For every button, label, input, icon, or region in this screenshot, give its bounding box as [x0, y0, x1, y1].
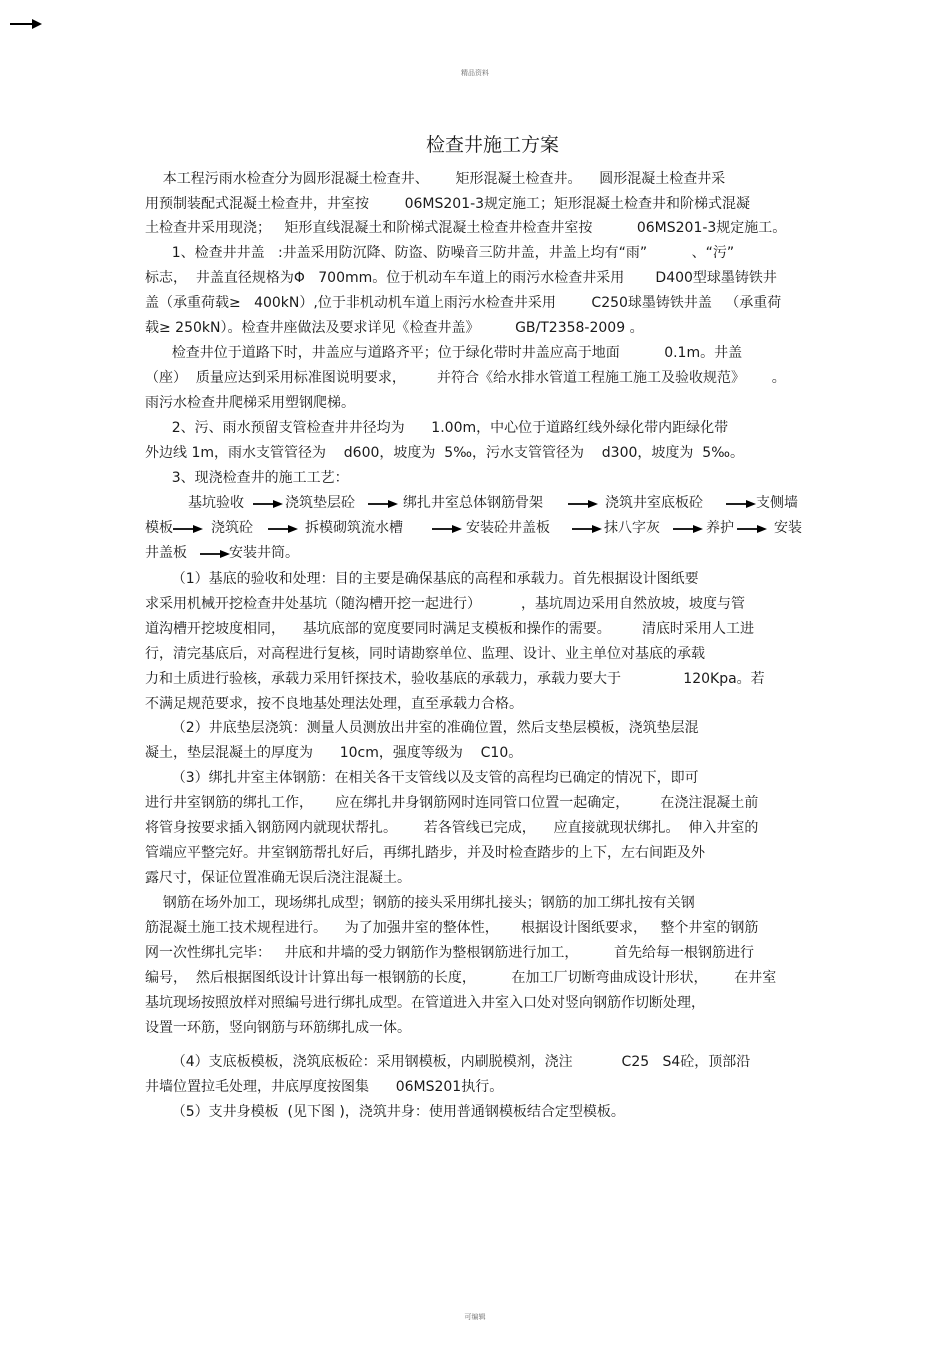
- flow-arrow-icon: [737, 524, 767, 534]
- flow-arrow-icon: [726, 499, 756, 509]
- text-line: 将管身按要求插入钢筋网内就现状帮扎。 若各管线已完成， 应直接就现状绑扎。 伸入井室的: [145, 820, 759, 836]
- text-line: （座） 质量应达到采用标准图说明要求， 并符合《给水排水管道工程施工施工及验收规范》 。: [145, 370, 786, 386]
- flow-step: 绑扎井室总体钢筋骨架: [403, 495, 543, 511]
- footer-note: 可编辑: [464, 1313, 486, 1321]
- text-line: 不满足规范要求，按不良地基处理法处理，直至承载力合格。: [145, 696, 523, 712]
- text-line: 外边线 1m，雨水支管管径为 d600，坡度为 5‰，污水支管管径为 d300，坡度为 5‰。: [145, 445, 744, 461]
- text-line: 编号， 然后根据图纸设计计算出每一根钢筋的长度， 在加工厂切断弯曲成设计形状， 在井室: [145, 970, 777, 986]
- flow-arrow-icon: [432, 524, 462, 534]
- text-line: 设置一环筋，竖向钢筋与环筋绑扎成一体。: [145, 1020, 411, 1036]
- flow-step: 安装: [774, 520, 802, 536]
- text-line: 露尺寸，保证位置准确无误后浇注混凝土。: [145, 870, 411, 886]
- flow-step: 安装井筒。: [229, 545, 299, 561]
- flow-arrow-icon: [673, 524, 703, 534]
- flow-step: 基坑验收: [188, 495, 244, 511]
- text-line: 本工程污雨水检查分为圆形混凝土检查井、 矩形混凝土检查井。 圆形混凝土检查井采: [145, 171, 726, 187]
- flow-step: 养护: [706, 520, 734, 536]
- text-line: （1）基底的验收和处理：目的主要是确保基底的高程和承载力。首先根据设计图纸要: [145, 571, 699, 587]
- flow-arrow-icon: [200, 549, 230, 559]
- text-line: 行，清完基底后，对高程进行复核，同时请勘察单位、监理、设计、业主单位对基底的承载: [145, 646, 705, 662]
- text-line: 钢筋在场外加工，现场绑扎成型；钢筋的接头采用绑扎接头；钢筋的加工绑扎按有关钢: [145, 895, 695, 911]
- flow-step: 支侧墙: [756, 495, 798, 511]
- text-line: 3、现浇检查井的施工工艺：: [145, 470, 349, 486]
- flow-step: 拆模砌筑流水槽: [305, 520, 403, 536]
- text-line: 求采用机械开挖检查井处基坑（随沟槽开挖一起进行） ，基坑周边采用自然放坡，坡度与管: [145, 596, 746, 612]
- text-line: （4）支底板模板，浇筑底板砼：采用钢模板，内刷脱模剂，浇注 C25 S4砼，顶部沿: [145, 1054, 751, 1070]
- text-line: 网一次性绑扎完毕： 井底和井墙的受力钢筋作为整根钢筋进行加工， 首先给每一根钢筋进行: [145, 945, 754, 961]
- text-line: 1、检查井井盖 :井盖采用防沉降、防盗、防噪音三防井盖，井盖上均有“雨” 、“污”: [145, 245, 735, 261]
- corner-arrow-icon: [10, 17, 42, 31]
- text-line: 检查井位于道路下时，井盖应与道路齐平；位于绿化带时井盖应高于地面 0.1m。井盖: [145, 345, 743, 361]
- text-line: （2）井底垫层浇筑：测量人员测放出井室的准确位置，然后支垫层模板，浇筑垫层混: [145, 720, 699, 736]
- flow-step: 模板: [145, 520, 173, 536]
- text-line: 力和土质进行验核，承载力采用钎探技术，验收基底的承载力，承载力要大于 120Kpa。若: [145, 671, 765, 687]
- flow-step: 浇筑砼: [211, 520, 253, 536]
- text-line: 2、污、雨水预留支管检查井井径均为 1.00m，中心位于道路红线外绿化带内距绿化带: [145, 420, 729, 436]
- page-title: 检查井施工方案: [425, 134, 559, 156]
- flow-arrow-icon: [368, 499, 398, 509]
- text-line: 进行井室钢筋的绑扎工作， 应在绑扎井身钢筋网时连同管口位置一起确定， 在浇注混凝土前: [145, 795, 759, 811]
- text-line: 凝土，垫层混凝土的厚度为 10cm，强度等级为 C10。: [145, 745, 523, 761]
- text-line: 盖（承重荷载≥ 400kN）,位于非机动机车道上雨污水检查井采用 C250球墨铸铁井盖 （承重荷: [145, 295, 782, 311]
- flow-step: 浇筑井室底板砼: [605, 495, 703, 511]
- flow-step: 浇筑垫层砼: [285, 495, 355, 511]
- text-line: 雨污水检查井爬梯采用塑钢爬梯。: [145, 395, 355, 411]
- flow-arrow-icon: [173, 524, 203, 534]
- text-line: 道沟槽开挖坡度相同， 基坑底部的宽度要同时满足支模板和操作的需要。 清底时采用人工进: [145, 621, 754, 637]
- text-line: 土检查井采用现浇； 矩形直线混凝土和阶梯式混凝土检查井检查井室按 06MS201-3规定施工。: [145, 220, 787, 236]
- header-note: 精品资料: [461, 69, 489, 77]
- text-line: （3）绑扎井室主体钢筋：在相关各干支管线以及支管的高程均已确定的情况下，即可: [145, 770, 699, 786]
- text-line: 井墙位置拉毛处理，井底厚度按图集 06MS201执行。: [145, 1079, 504, 1095]
- flow-arrow-icon: [268, 524, 298, 534]
- text-line: 标志， 井盖直径规格为Φ 700mm。位于机动车车道上的雨污水检查井采用 D400型球墨铸铁井: [145, 270, 777, 286]
- flow-step: 安装砼井盖板: [466, 520, 550, 536]
- text-line: 载≥ 250kN）。检查井座做法及要求详见《检查井盖》 GB/T2358-2009 。: [145, 320, 644, 336]
- text-line: （5）支井身模板 (见下图 )，浇筑井身：使用普通钢模板结合定型模板。: [145, 1104, 625, 1120]
- flow-arrow-icon: [572, 524, 602, 534]
- flow-step: 抹八字灰: [604, 520, 660, 536]
- flow-arrow-icon: [253, 499, 283, 509]
- text-line: 管端应平整完好。井室钢筋帮扎好后，再绑扎踏步，并及时检查踏步的上下，左右间距及外: [145, 845, 705, 861]
- text-line: 筋混凝土施工技术规程进行。 为了加强井室的整体性， 根据设计图纸要求， 整个井室的钢筋: [145, 920, 759, 936]
- text-line: 用预制装配式混凝土检查井，井室按 06MS201-3规定施工；矩形混凝土检查井和阶梯式混凝: [145, 196, 751, 212]
- flow-step: 井盖板: [145, 545, 187, 561]
- flow-arrow-icon: [568, 499, 598, 509]
- text-line: 基坑现场按照放样对照编号进行绑扎成型。在管道进入井室入口处对竖向钢筋作切断处理，: [145, 995, 705, 1011]
